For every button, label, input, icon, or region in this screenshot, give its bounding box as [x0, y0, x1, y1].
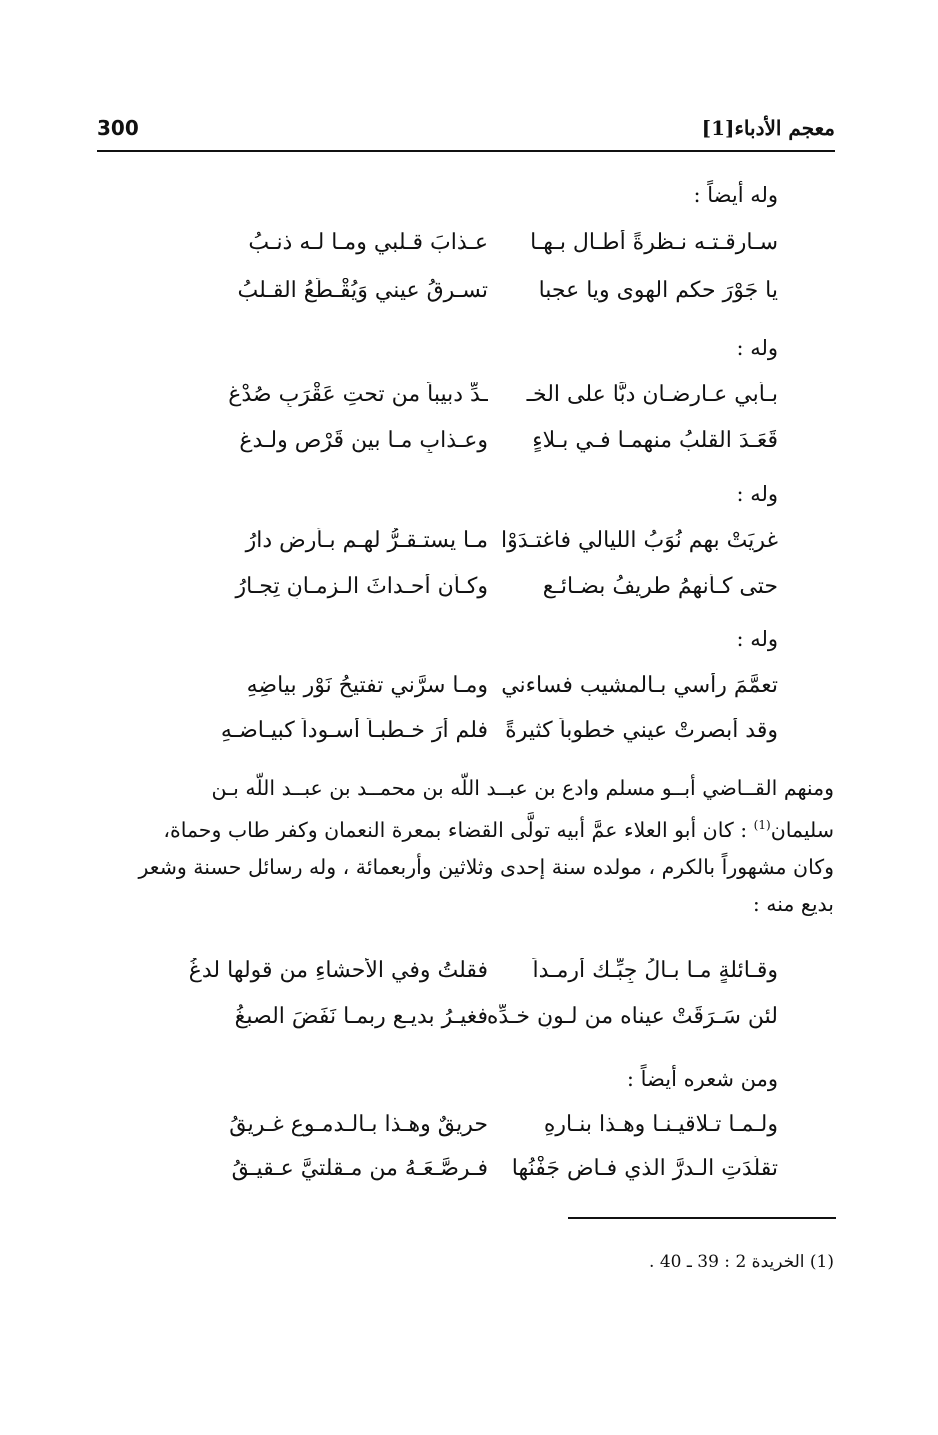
verse-hemistich-right: وقد أبصرتْ عيني خطوباً كثيرةً	[505, 718, 778, 743]
verse-hemistich-right: قَعَـدَ القلبُ منهمـا فـي بـلاءٍ	[532, 428, 778, 453]
verse-hemistich-right: غرِيَتْ بهم نُوَبُ الليالي فاغتـدَوْا	[500, 528, 778, 553]
poem-intro: وله أيضاً :	[693, 183, 778, 207]
poem-intro: وله :	[736, 482, 778, 506]
verse-hemistich-left: فلم أرَ خـطبـاً أسـوداً كبيـاضـهِ	[220, 718, 488, 743]
biography-paragraph	[100, 770, 834, 923]
footnote-divider	[568, 1217, 836, 1219]
verse-hemistich-left: ومـا سرَّني تفتيحُ نَوْرِ بياضِهِ	[246, 673, 488, 698]
paragraph-text: : كان أبو العلاء عمَّ أبيه تولَّى القضاء بمعرة النعمان وكفر طاب وحماة،	[163, 817, 754, 842]
verse-hemistich-right: لئن سَـرَقَتْ عيناه من لـونِ خـدِّه	[486, 1004, 778, 1029]
verse-hemistich-left: تسـرقُ عيني وَيُقْـطَعُ القـلبُ	[237, 278, 488, 303]
page-number: 300	[97, 116, 139, 140]
poem-intro: ومن شعره أيضاً :	[626, 1067, 778, 1091]
verse-hemistich-left: ـدِّ دبيباً من تحتِ عَقْرَبِ صُدْغِ	[228, 382, 488, 407]
verse-hemistich-left: فقلتُ وفي الأحشاءِ من قولها لدغُ	[188, 958, 488, 983]
verse-hemistich-left: وعـذابٍ مـا بين قَرْصٍ ولـدغِ	[239, 428, 488, 453]
verse-hemistich-right: حتى كـأنهمُ طريفُ بضـائـعٍ	[542, 574, 778, 599]
poem-intro: وله :	[736, 336, 778, 360]
book-title: معجم الأدباء[1]	[701, 116, 835, 140]
poem-intro: وله :	[736, 627, 778, 651]
footnote: (1) الخريدة 2 : 39 ـ 40 .	[649, 1252, 834, 1272]
paragraph-line: ومنهم القــاضي أبــو مسلم وادع بن عبــد اللّه بن محمــد بن عبــد اللّه بـن	[211, 776, 834, 800]
page-header	[97, 110, 835, 152]
verse-hemistich-right: تعمَّمَ رأسي بـالمشيب فساءني	[501, 673, 778, 698]
verse-hemistich-right: تقلَّدَتِ الـدرَّ الذي فـاض جَفْنُها	[511, 1156, 778, 1181]
paragraph-line: بديع منه :	[752, 891, 834, 916]
paragraph-text: سليمان	[770, 817, 834, 842]
verse-hemistich-right: يا جَوْرَ حكمِ الهوى ويا عجبا	[538, 278, 778, 303]
verse-hemistich-right: وقـائلةٍ مـا بـالُ جِبِّـك أرمـداً	[532, 958, 778, 983]
verse-hemistich-left: فـرصَّـعَـهُ من مـقلتيَّ عـقيـقُ	[231, 1156, 488, 1181]
paragraph-line	[100, 807, 834, 849]
verse-hemistich-right: ولـمـا تـلاقيـنـا وهـذا بنـارِهِ	[543, 1112, 778, 1137]
verse-hemistich-left: وكـأن أحـداثَ الـزمـانِ تِجـارُ	[235, 574, 488, 599]
verse-hemistich-left: عـذابَ قـلبي ومـا لـه ذنـبُ	[248, 230, 488, 255]
paragraph-line: وكان مشهوراً بالكرم ، مولده سنة إحدى وثلاثين وأربعمائة ، وله رسائل حسنة وشعر	[138, 854, 834, 879]
verse-hemistich-left: مـا يستـقـرُّ لهـم بـأرضٍ دارُ	[245, 528, 488, 553]
verse-hemistich-right: سـارقـتـه نـظرةً أطـال بـهـا	[530, 230, 778, 255]
footnote-reference: (1)	[753, 818, 771, 832]
verse-hemistich-left: حريقٌ وهـذا بـالـدمـوع غـريقُ	[229, 1112, 488, 1137]
verse-hemistich-left: فغيـرُ بديـعٍ ربمـا نَفَضَ الصبغُ	[234, 1004, 488, 1029]
verse-hemistich-right: بـأبي عـارضـان دبَّا على الخـ	[526, 382, 778, 407]
